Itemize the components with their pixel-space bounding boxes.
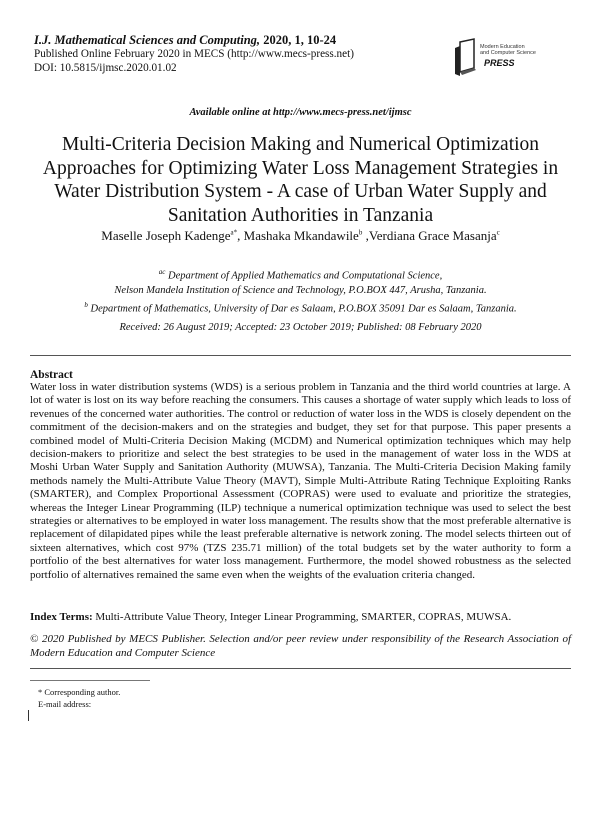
change-bar bbox=[28, 710, 29, 721]
footnote-rule bbox=[30, 680, 150, 681]
journal-title: I.J. Mathematical Sciences and Computing, bbox=[34, 33, 261, 47]
affil-ac-line2: Nelson Mandela Institution of Science and Technology, P.O.BOX 447, Arusha, Tanzania. bbox=[114, 284, 487, 296]
affil-b-line: Department of Mathematics, University of Dar es Salaam, P.O.BOX 35091 Dar es Salaam, Tanzania. bbox=[87, 303, 517, 314]
affiliations bbox=[0, 265, 601, 316]
logo-line2: and Computer Science bbox=[480, 50, 536, 56]
dates: Received: 26 August 2019; Accepted: 23 October 2019; Published: 08 February 2020 bbox=[119, 322, 482, 333]
affil-ac-line1: Department of Applied Mathematics and Computational Science, bbox=[165, 270, 443, 282]
doi: DOI: 10.5815/ijmsc.2020.01.02 bbox=[34, 61, 177, 74]
publication-info bbox=[34, 48, 354, 75]
divider bbox=[30, 668, 571, 669]
paper-title: Multi-Criteria Decision Making and Numerical Optimization Approaches for Optimizing Water Loss Management Strategies in Water Distribution System - A case of Urban Water Supply and Sanitation Authorities in Tanzania bbox=[42, 134, 559, 226]
mecs-press-logo bbox=[452, 38, 562, 78]
email-address: E-mail address: bbox=[38, 699, 92, 709]
footnotes bbox=[38, 686, 120, 710]
index-terms bbox=[30, 611, 571, 623]
available-online[interactable]: Available online at http://www.mecs-press.net/ijmsc bbox=[189, 107, 412, 118]
journal-issue: 2020, 1, 10-24 bbox=[263, 33, 337, 47]
divider bbox=[30, 355, 571, 356]
abstract-body: Water loss in water distribution systems (WDS) is a serious problem in Tanzania and the third world countries at large. A lot of water is lost on its way before reaching the consumers. This causes a shortage of water supply which leads to loss of revenues of the concerned water authorities. The control or reduction of water loss in the WDS is closely dependent on the commitment of the decision-makers and on the strategies and budget, they set for that purpose. This paper presents a combined model of Multi-Criteria Decision Making (MCDM) and Numerical optimization techniques which may help decision-makers to prioritize and select the best strategies to be used in the management of water loss in the WDS at Moshi Urban Water Supply and Sanitation Authority (MUWSA), Tanzania. The Multi-Criteria Decision Making family methods namely the Multi-Attribute Value Theory (MAVT), Simple Multi-Attribute Rating Technique Exploiting Ranks (SMARTER), and Complex Proportional Assessment (COPRAS) were used to evaluate and prioritize the strategies, whereas the Integer Linear Programming (ILP) technique a numerical optimization technique was used to select the best strategies or alternatives to be employed in water loss management. The results show that the most preferable alternative is replacement of dilapidated pipes while the least preferable alternative is network zoning. The model selects thirteen out of sixteen alternatives, which cost 97% (TZS 235.71 million) of the total budgets set by the water authority to form a portfolio of the best alternatives for water loss management. Furthermore, the model showed robustness as the selected portfolio of alternatives remained the same even when the weights of the evaluation criteria changed. bbox=[30, 381, 571, 581]
logo-press: PRESS bbox=[484, 58, 515, 68]
logo-line1: Modern Education bbox=[480, 44, 525, 50]
journal-name bbox=[34, 33, 336, 48]
affil-sup: b bbox=[84, 300, 88, 309]
corresponding-author: * Corresponding author. bbox=[38, 687, 121, 697]
authors bbox=[0, 228, 601, 244]
author-name: ,Verdiana Grace Masanja bbox=[362, 228, 497, 243]
author-sup: b bbox=[358, 228, 363, 237]
author-name: Maselle Joseph Kadenge bbox=[101, 228, 231, 243]
author-name: , Mashaka Mkandawile bbox=[237, 228, 359, 243]
book-icon bbox=[452, 38, 482, 78]
author-sup: a* bbox=[230, 228, 238, 237]
abstract-heading: Abstract bbox=[30, 369, 73, 381]
index-terms-text: Multi-Attribute Value Theory, Integer Linear Programming, SMARTER, COPRAS, MUWSA. bbox=[92, 611, 512, 623]
author-sup: c bbox=[496, 228, 500, 237]
copyright: © 2020 Published by MECS Publisher. Selection and/or peer review under responsibility of the Research Association of Modern Education and Computer Science bbox=[30, 633, 571, 659]
published-online: Published Online February 2020 in MECS (http://www.mecs-press.net) bbox=[34, 48, 354, 60]
affil-sup: ac bbox=[158, 268, 166, 276]
index-terms-label: Index Terms: bbox=[30, 611, 93, 623]
